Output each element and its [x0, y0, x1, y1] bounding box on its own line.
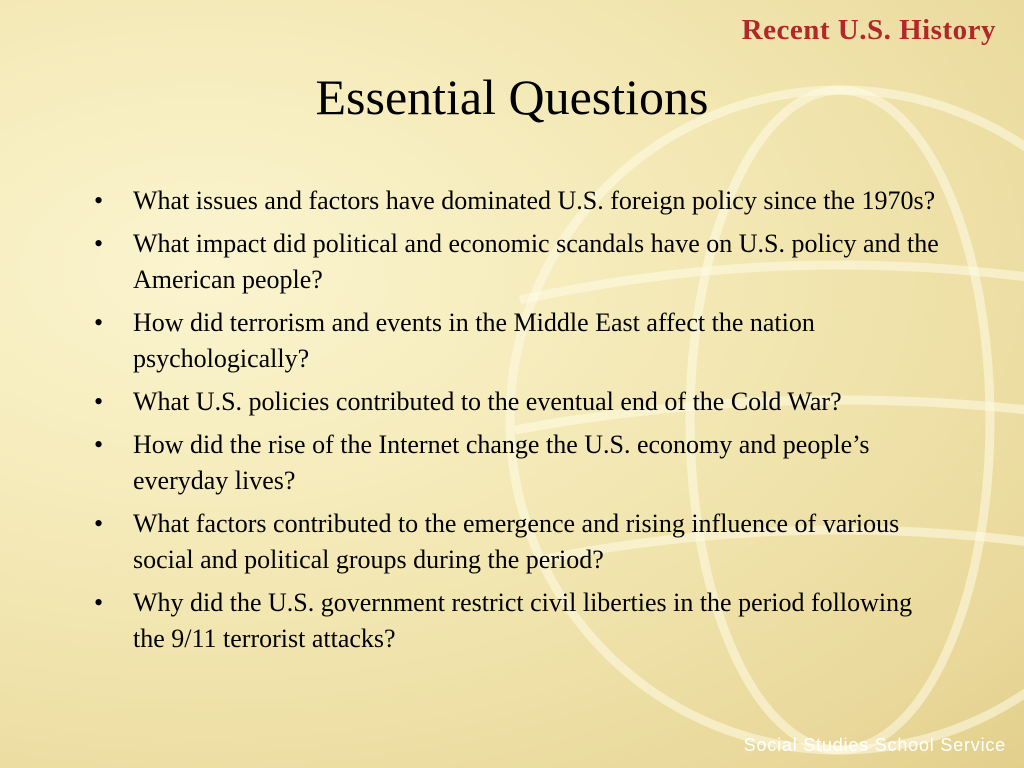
bullet-icon: • [94, 588, 104, 617]
header-brand: Recent U.S. History [741, 14, 996, 46]
question-text: How did terrorism and events in the Middle East affect the nation psychologically? [133, 308, 815, 373]
footer-brand: Social Studies School Service [743, 735, 1006, 755]
list-item [94, 585, 944, 657]
question-text: How did the rise of the Internet change the U.S. economy and people’s everyday lives? [133, 430, 870, 495]
question-text: What factors contributed to the emergence and rising influence of various social and political groups during the period? [133, 509, 900, 574]
question-text: What U.S. policies contributed to the eventual end of the Cold War? [133, 387, 842, 416]
bullet-icon: • [94, 509, 104, 538]
page-title: Essential Questions [315, 69, 709, 125]
question-text: Why did the U.S. government restrict civil liberties in the period following the 9/11 terrorist attacks? [133, 588, 913, 653]
list-item [94, 427, 944, 499]
questions-list [94, 183, 944, 664]
list-item [94, 384, 944, 420]
bullet-icon: • [94, 387, 104, 416]
list-item [94, 226, 944, 298]
bullet-icon: • [94, 186, 104, 215]
bullet-icon: • [94, 430, 104, 459]
list-item [94, 506, 944, 578]
list-item [94, 305, 944, 377]
bullet-icon: • [94, 229, 104, 258]
list-item [94, 183, 944, 219]
bullet-icon: • [94, 308, 104, 337]
question-text: What issues and factors have dominated U.S. foreign policy since the 1970s? [133, 186, 936, 215]
question-text: What impact did political and economic scandals have on U.S. policy and the American people? [133, 229, 939, 294]
